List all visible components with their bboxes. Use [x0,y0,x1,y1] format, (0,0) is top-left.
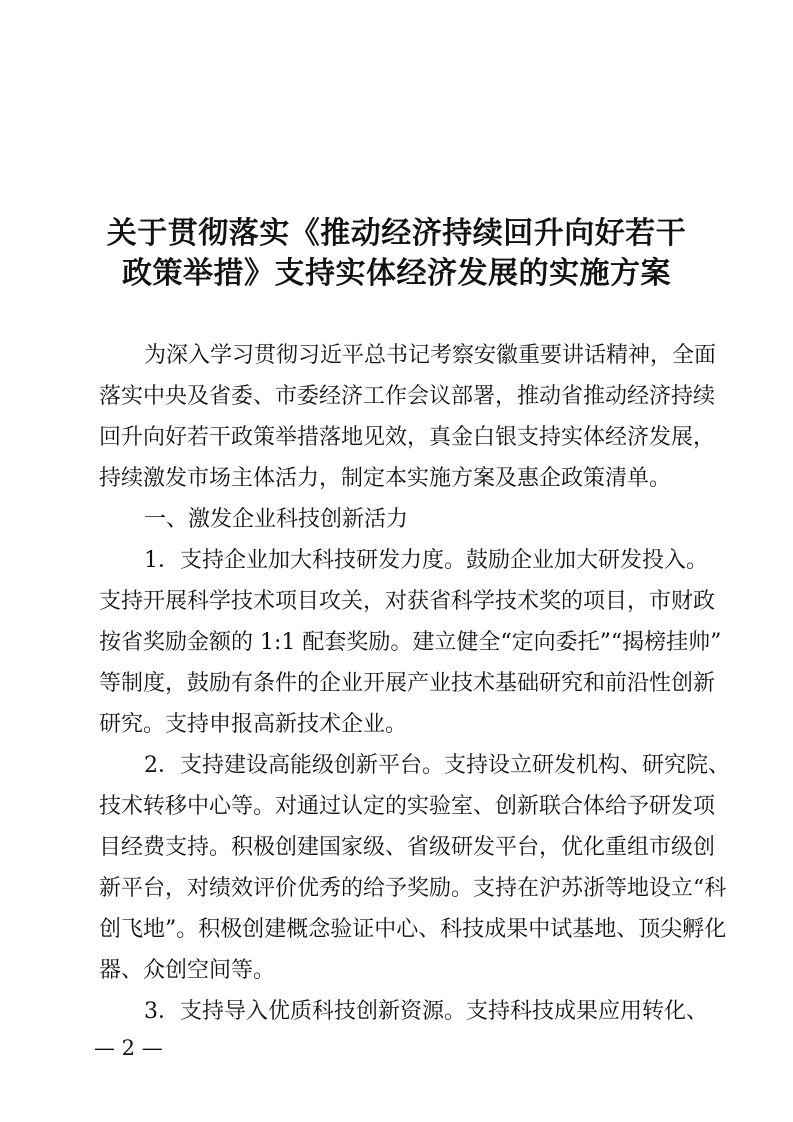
body-line-10: 研究。支持申报高新技术企业。 [99,712,408,737]
body-line-8: 按省奖励金额的 1:1 配套奖励。建立健全“定向委托”“揭榜挂帅” [99,630,722,655]
page-number: — 2 — [94,1036,163,1060]
document-title-line-1: 关于贯彻落实《推动经济持续回升向好若干 [106,216,687,251]
section-heading-1: 一、激发企业科技创新活力 [144,507,409,532]
body-line-16: 器、众创空间等。 [99,958,276,983]
body-line-15: 创飞地”。积极创建概念验证中心、科技成果中试基地、顶尖孵化 [99,917,727,942]
body-line-12: 技术转移中心等。对通过认定的实验室、创新联合体给予研发项 [99,794,716,819]
body-line-11: 2．支持建设高能级创新平台。支持设立研发机构、研究院、 [144,753,730,778]
body-line-7: 支持开展科学技术项目攻关，对获省科学技术奖的项目，市财政 [99,589,716,614]
body-line-1: 为深入学习贯彻习近平总书记考察安徽重要讲话精神，全面 [144,343,717,368]
body-line-2: 落实中央及省委、市委经济工作会议部署，推动省推动经济持续 [99,384,716,409]
body-line-17: 3．支持导入优质科技创新资源。支持科技成果应用转化、 [144,999,708,1024]
document-title-line-2: 政策举措》支持实体经济发展的实施方案 [122,256,671,291]
body-line-6: 1．支持企业加大科技研发力度。鼓励企业加大研发投入。 [144,548,708,573]
body-line-14: 新平台，对绩效评价优秀的给予奖励。支持在沪苏浙等地设立“科 [99,876,727,901]
body-line-3: 回升向好若干政策举措落地见效，真金白银支持实体经济发展， [99,425,716,450]
body-line-4: 持续激发市场主体活力，制定本实施方案及惠企政策清单。 [99,466,672,491]
body-line-9: 等制度，鼓励有条件的企业开展产业技术基础研究和前沿性创新 [99,671,716,696]
body-line-13: 目经费支持。积极创建国家级、省级研发平台，优化重组市级创 [99,835,716,860]
